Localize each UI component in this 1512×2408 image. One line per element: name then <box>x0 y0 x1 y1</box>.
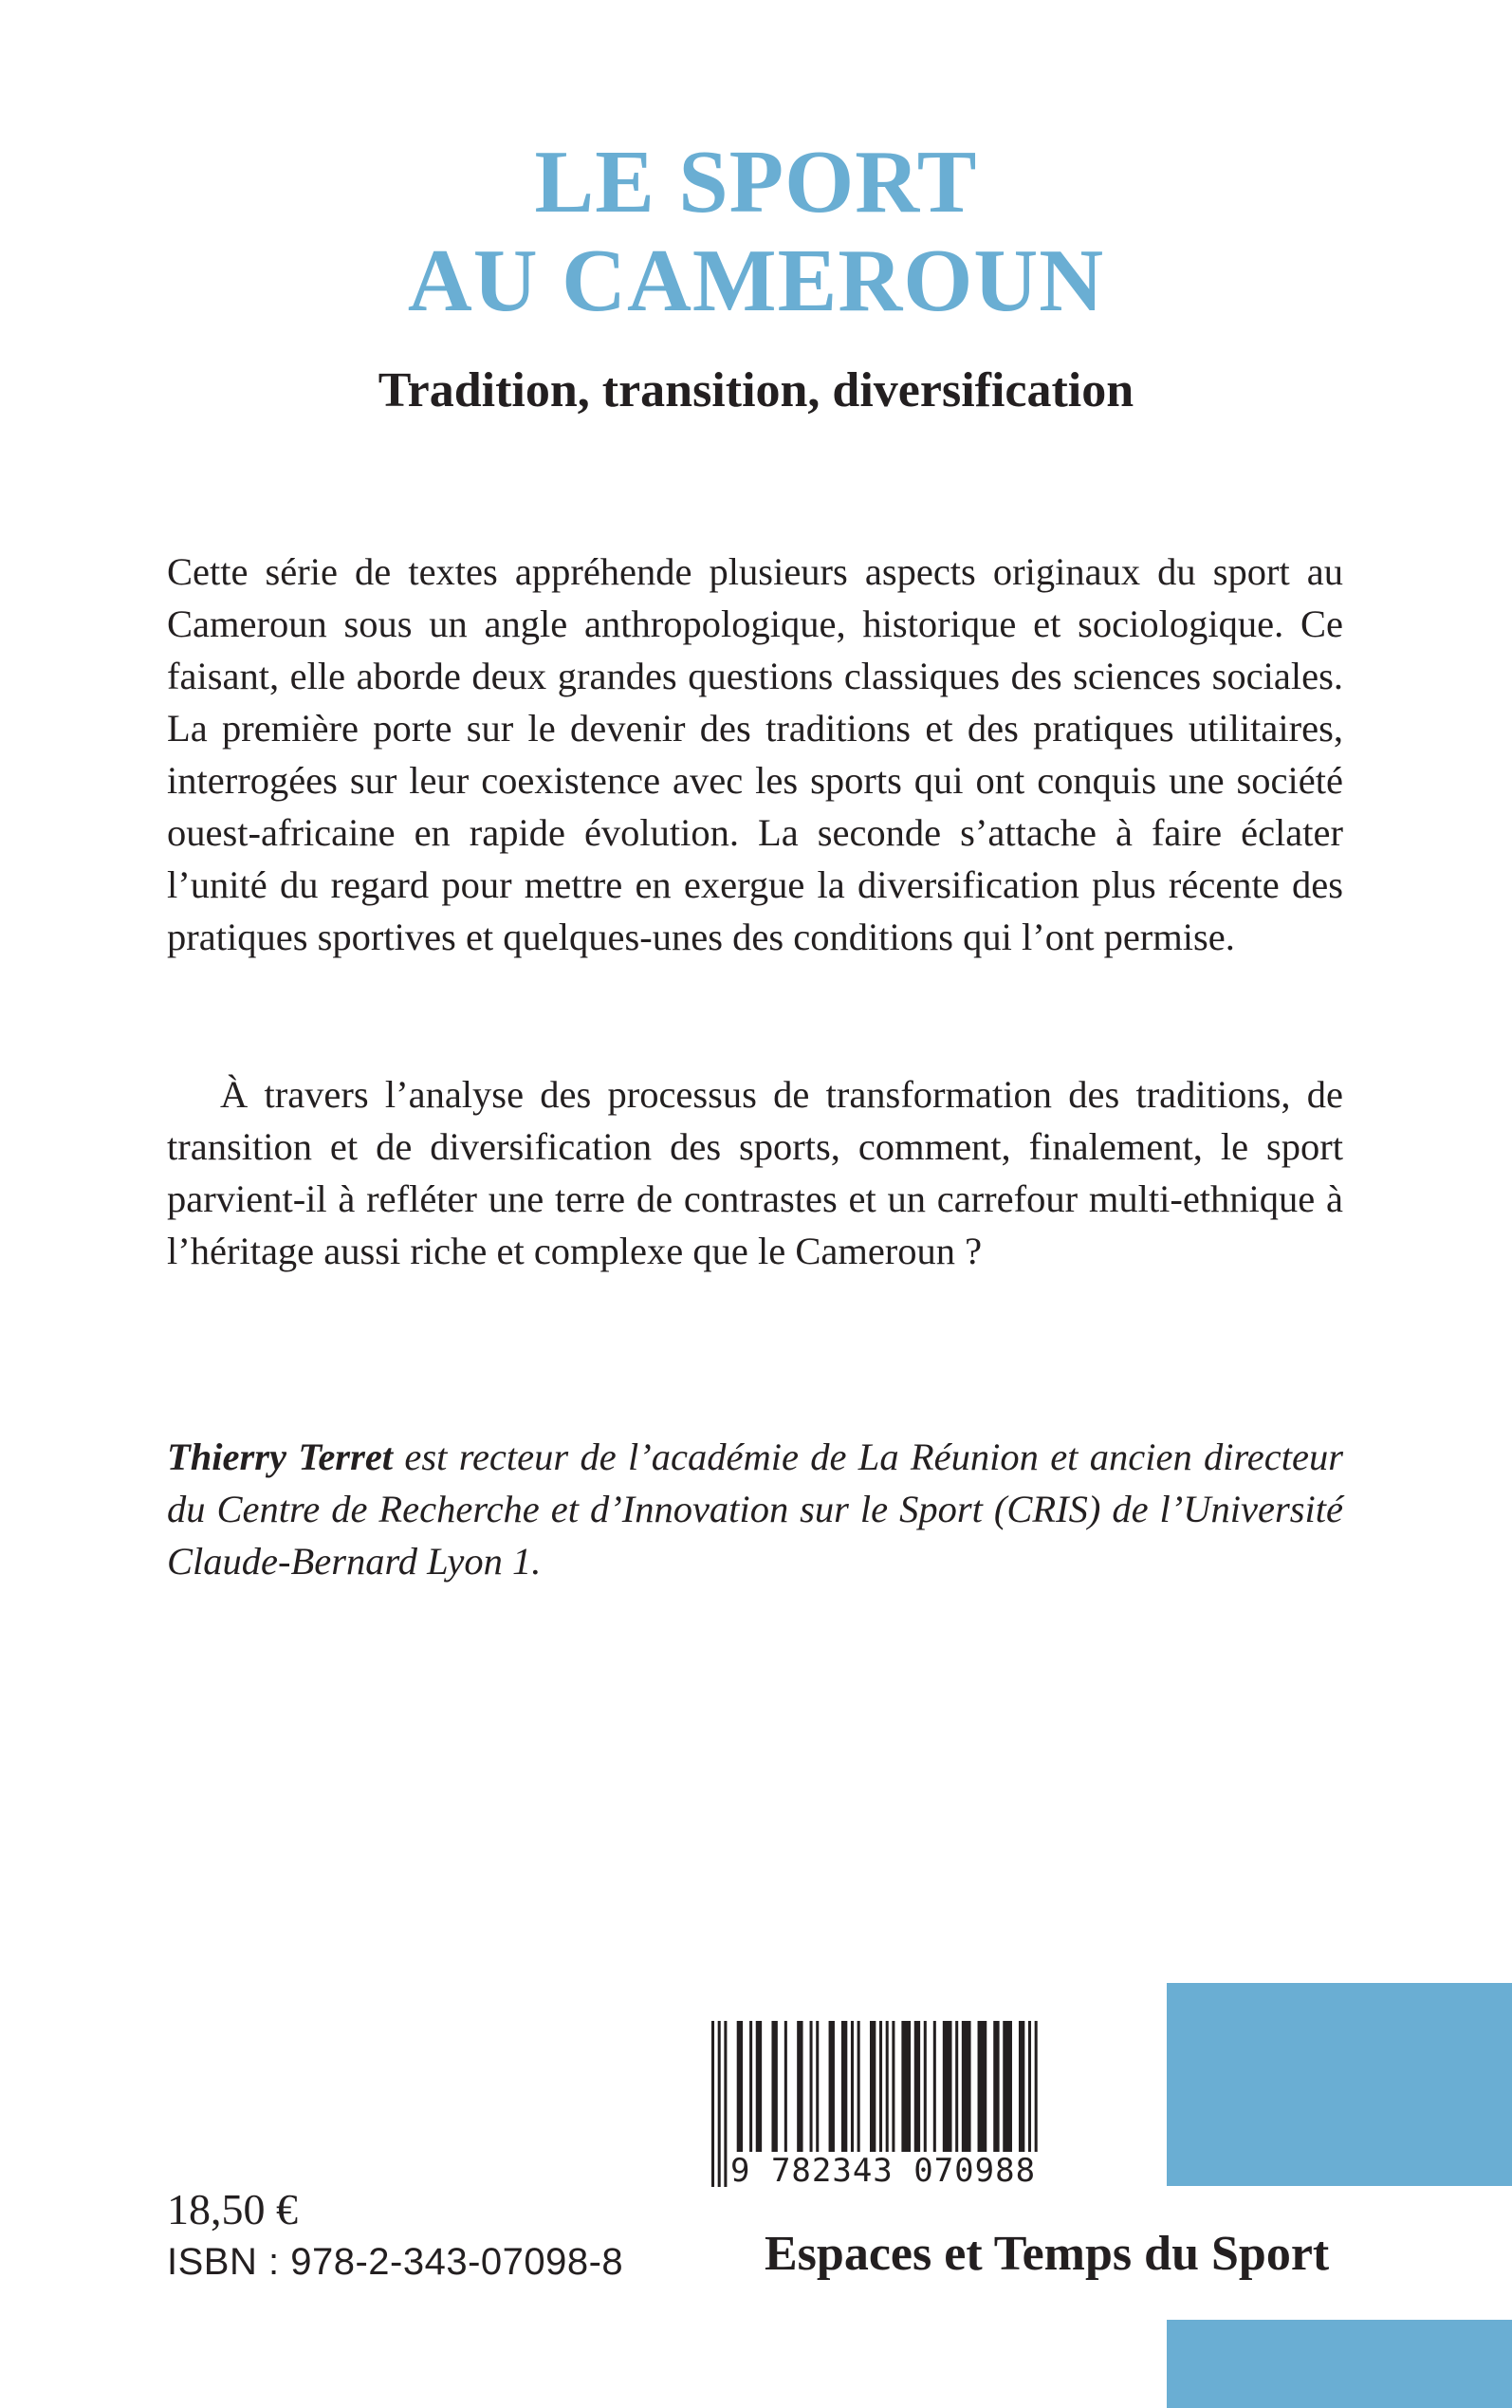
summary-paragraph-2: À travers l’analyse des processus de transformation des traditions, de transition et de diversification des sports, comment, finalement, le sport parvient-il à refléter une terre de contrastes et un carrefour multi-ethnique à l’héritage aussi riche et complexe que le Cameroun ? <box>167 1073 1343 1272</box>
barcode-bar <box>718 2021 721 2187</box>
barcode-digits: 9 782343 070988 <box>730 2152 1043 2190</box>
summary-paragraph-1: Cette série de textes appréhende plusieurs aspects originaux du sport au Cameroun sous un angle anthropologique, historique et sociologique. Ce faisant, elle aborde deux grandes questions classiques des sciences sociales. La première porte sur le devenir des traditions et des pratiques utilitaires, interrogées sur leur coexistence avec les sports qui ont conquis une société ouest-africaine en rapide évolution. La seconde s’attache à faire éclater l’unité du regard pour mettre en exergue la diversification plus récente des pratiques sportives et quelques-unes des conditions qui l’ont permise. <box>167 550 1343 958</box>
accent-block-top <box>1167 1983 1512 2186</box>
accent-block-bottom <box>1167 2320 1512 2408</box>
author-bio-text: est recteur de l’académie de La Réunion et ancien directeur du Centre de Recherche et d’Innovation sur le Sport (CRIS) de l’Université Claude-Bernard Lyon 1. <box>167 1436 1343 1583</box>
barcode-bar <box>724 2021 727 2187</box>
title-line-2: AU CAMEROUN <box>407 232 1105 330</box>
price: 18,50 € <box>167 2185 298 2233</box>
author-bio <box>167 1431 1343 1587</box>
author-name: Thierry Terret <box>167 1436 394 1478</box>
barcode-bar <box>711 2021 714 2187</box>
isbn: ISBN : 978-2-343-07098-8 <box>167 2241 624 2283</box>
collection-name: Espaces et Temps du Sport <box>765 2227 1330 2281</box>
title-line-1: LE SPORT <box>534 133 978 232</box>
book-title <box>0 133 1512 330</box>
book-subtitle: Tradition, transition, diversification <box>378 363 1134 417</box>
